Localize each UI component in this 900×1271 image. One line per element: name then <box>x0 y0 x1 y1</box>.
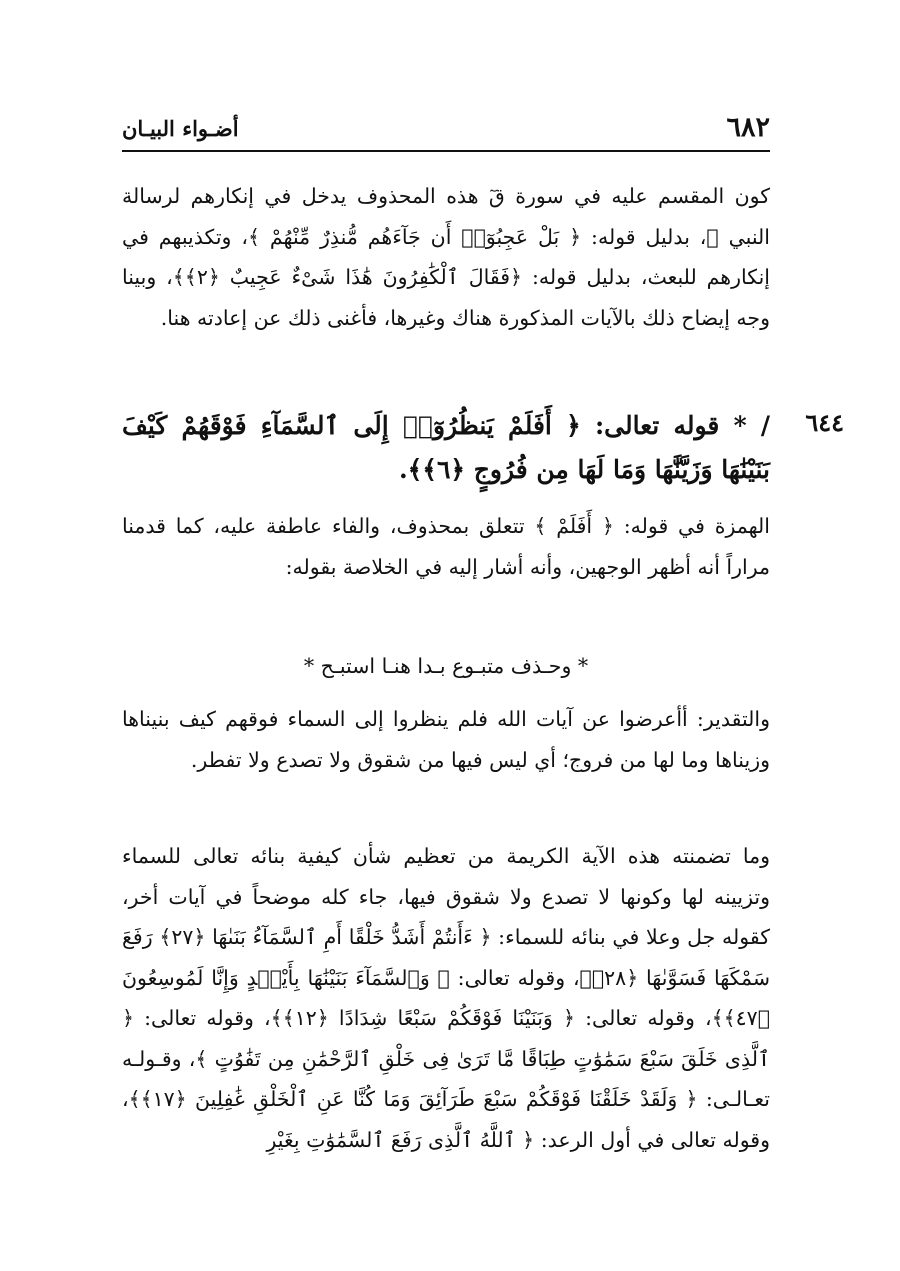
paragraph-3: والتقدير: أأعرضوا عن آيات الله فلم ينظروا إلى السماء فوقهم كيف بنيناها وزيناها وما لها من فروج؛ أي ليس فيها من شقوق ولا تصدع ولا تفطر. <box>122 707 770 772</box>
paragraph-2: الهمزة في قوله: ﴿ أَفَلَمْ ﴾ تتعلق بمحذوف، والفاء عاطفة عليه، كما قدمنا مراراً أنه أظهر الوجهين، وأنه أشار إليه في الخلاصة بقوله: <box>122 514 770 579</box>
verse-heading: / * قوله تعالى: ﴿ أَفَلَمْ يَنظُرُوٓا۟ إِلَى ٱلسَّمَآءِ فَوْقَهُمْ كَيْفَ بَنَيْنَٰهَا وَزَيَّنَّٰهَا وَمَا لَهَا مِن فُرُوجٍ ﴿٦﴾﴾. <box>122 411 770 484</box>
paragraph-4: وما تضمنته هذه الآية الكريمة من تعظيم شأن كيفية بنائه تعالى للسماء وتزيينه لها وكونها لا تصدع ولا شقوق فيها، جاء كله موضحاً في آيات أخر، كقوله جل وعلا في بنائه للسماء: ﴿ ءَأَنتُمْ أَشَدُّ خَلْقًا أَمِ ٱلسَّمَآءُ بَنَىٰهَا ﴿٢٧﴾ رَفَعَ سَمْكَهَا فَسَوَّىٰهَا ﴿٢٨﴾﴾، وقوله تعالى: ﴿ وَٱلسَّمَآءَ بَنَيْنَٰهَا بِأَيْي۟دٍ وَإِنَّا لَمُوسِعُونَ ﴿٤٧﴾﴾، وقوله تعالى: ﴿ وَبَنَيْنَا فَوْقَكُمْ سَبْعًا شِدَادًا ﴿١٢﴾﴾، وقوله تعالى: ﴿ ٱلَّذِى خَلَقَ سَبْعَ سَمَٰوَٰتٍ طِبَاقًا مَّا تَرَىٰ فِى خَلْقِ ٱلرَّحْمَٰنِ مِن تَفَٰوُتٍ ﴾، وقـولـه تعـالـى: ﴿ وَلَقَدْ خَلَقْنَا فَوْقَكُمْ سَبْعَ طَرَآئِقَ وَمَا كُنَّا عَنِ ٱلْخَلْقِ غَٰفِلِينَ ﴿١٧﴾﴾، وقوله تعالى في أول الرعد: ﴿ ٱللَّهُ ٱلَّذِى رَفَعَ ٱلسَّمَٰوَٰتِ بِغَيْرِ <box>122 844 770 1152</box>
header-rule <box>122 150 770 152</box>
poem-line: * وحـذف متبـوع بـدا هنـا استبـح * <box>303 654 589 678</box>
running-title: أضـواء البيـان <box>122 116 239 141</box>
margin-verse-number: ٦٤٤ <box>805 408 844 437</box>
paragraph-1: كون المقسم عليه في سورة قٓ هذه المحذوف يدخل في إنكارهم لرسالة النبي ﷺ، بدليل قوله: ﴿ بَلْ عَجِبُوٓا۟ أَن جَآءَهُم مُّنذِرٌ مِّنْهُمْ ﴾، وتكذيبهم في إنكارهم للبعث، بدليل قوله: ﴿فَقَالَ ٱلْكَٰفِرُونَ هَٰذَا شَىْءٌ عَجِيبٌ ﴿٢﴾﴾، وبينا وجه إيضاح ذلك بالآيات المذكورة هناك وغيرها، فأغنى ذلك عن إعادته هنا. <box>122 184 770 330</box>
page-header <box>122 112 770 146</box>
page-number: ٦٨٢ <box>726 112 770 143</box>
